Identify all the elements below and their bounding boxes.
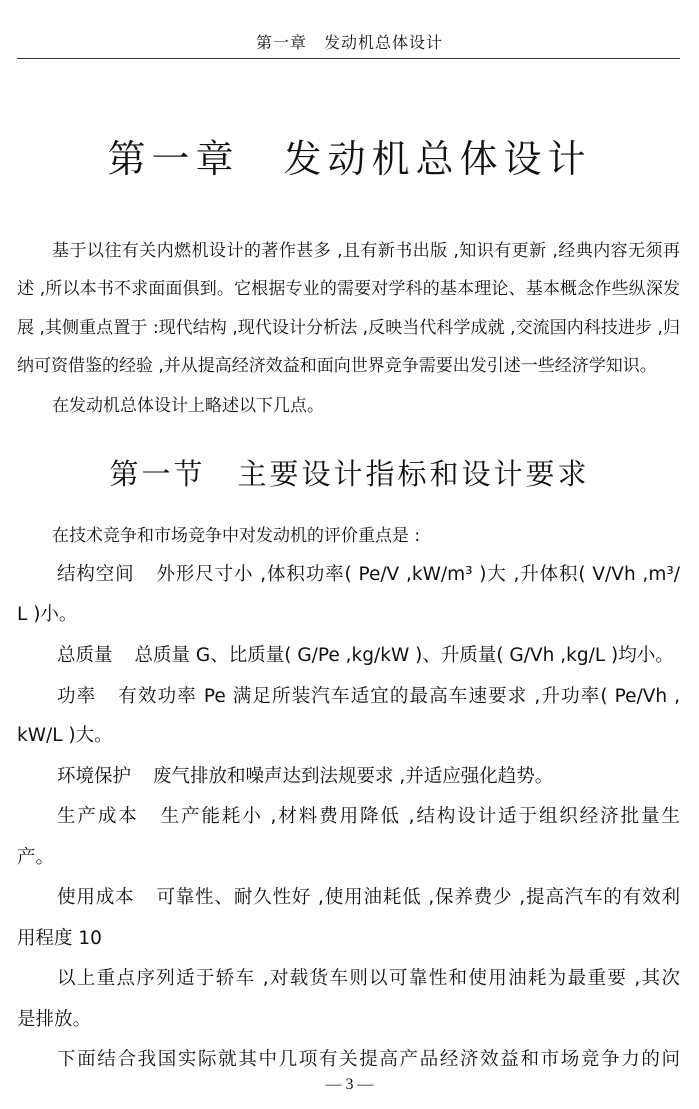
closing-line-2: 是排放。: [17, 1009, 92, 1030]
item-usage-cost-line-1: [57, 883, 680, 909]
item-text: 废气排放和噪声达到法规要求 ,并适应强化趋势。: [153, 766, 554, 787]
item-structure-line-2: L )小。: [17, 604, 78, 625]
section-intro: 在技术竞争和市场竞争中对发动机的评价重点是 :: [52, 526, 421, 546]
item-term: 功率: [57, 686, 97, 707]
item-production-cost-line-2: 产。: [17, 847, 55, 868]
running-head: 第一章 发动机总体设计: [255, 33, 443, 52]
item-usage-cost-line-2: 用程度 10: [17, 928, 102, 949]
intro-line-2: 述 ,所以本书不求面面俱到。它根据专业的需要对学科的基本理论、基本概念作些纵深发: [17, 279, 680, 299]
item-term: 使用成本: [57, 887, 135, 908]
item-production-cost-line-1: [57, 802, 680, 828]
page-number: — 3 —: [325, 1076, 374, 1093]
item-environment-line-1: [57, 762, 553, 788]
intro-line-4: 纳可资借鉴的经验 ,并从提高经济效益和面向世界竞争需要出发引述一些经济学知识。: [17, 356, 657, 376]
item-text: 总质量 G、比质量( G/Pe ,kg/kW )、升质量( G/Vh ,kg/L )均小。: [134, 645, 674, 666]
item-mass-line-1: [57, 641, 674, 667]
item-structure-line-1: [57, 560, 680, 586]
item-term: 结构空间: [57, 564, 135, 585]
header-rule: [17, 58, 680, 59]
item-term: 生产成本: [57, 806, 139, 827]
item-term: 环境保护: [57, 766, 132, 787]
item-text: 外形尺寸小 ,体积功率( Pe/V ,kW/m³ )大 ,升体积( V/Vh ,m³/: [156, 564, 680, 585]
item-text: 有效功率 Pe 满足所装汽车适宜的最高车速要求 ,升功率( Pe/Vh ,: [118, 686, 680, 707]
item-term: 总质量: [57, 645, 113, 666]
item-text: 可靠性、耐久性好 ,使用油耗低 ,保养费少 ,提高汽车的有效利: [156, 887, 680, 908]
closing-line-1: 以上重点序列适于轿车 ,对载货车则以可靠性和使用油耗为最重要 ,其次: [57, 968, 680, 989]
item-text: 生产能耗小 ,材料费用降低 ,结构设计适于组织经济批量生: [160, 806, 680, 827]
intro-line-1: 基于以往有关内燃机设计的著作甚多 ,且有新书出版 ,知识有更新 ,经典内容无须再: [52, 241, 680, 261]
item-power-line-1: [57, 682, 680, 708]
intro-line-3: 展 ,其侧重点置于 :现代结构 ,现代设计分析法 ,反映当代科学成就 ,交流国内科技进步 ,归: [17, 318, 680, 338]
chapter-title: 第一章 发动机总体设计: [107, 137, 592, 181]
section-title: 第一节 主要设计指标和设计要求: [109, 457, 590, 491]
item-power-line-2: kW/L )大。: [17, 725, 113, 746]
closing-line-3: 下面结合我国实际就其中几项有关提高产品经济效益和市场竞争力的问: [57, 1049, 680, 1070]
intro-paragraph-2: 在发动机总体设计上略述以下几点。: [52, 396, 324, 416]
